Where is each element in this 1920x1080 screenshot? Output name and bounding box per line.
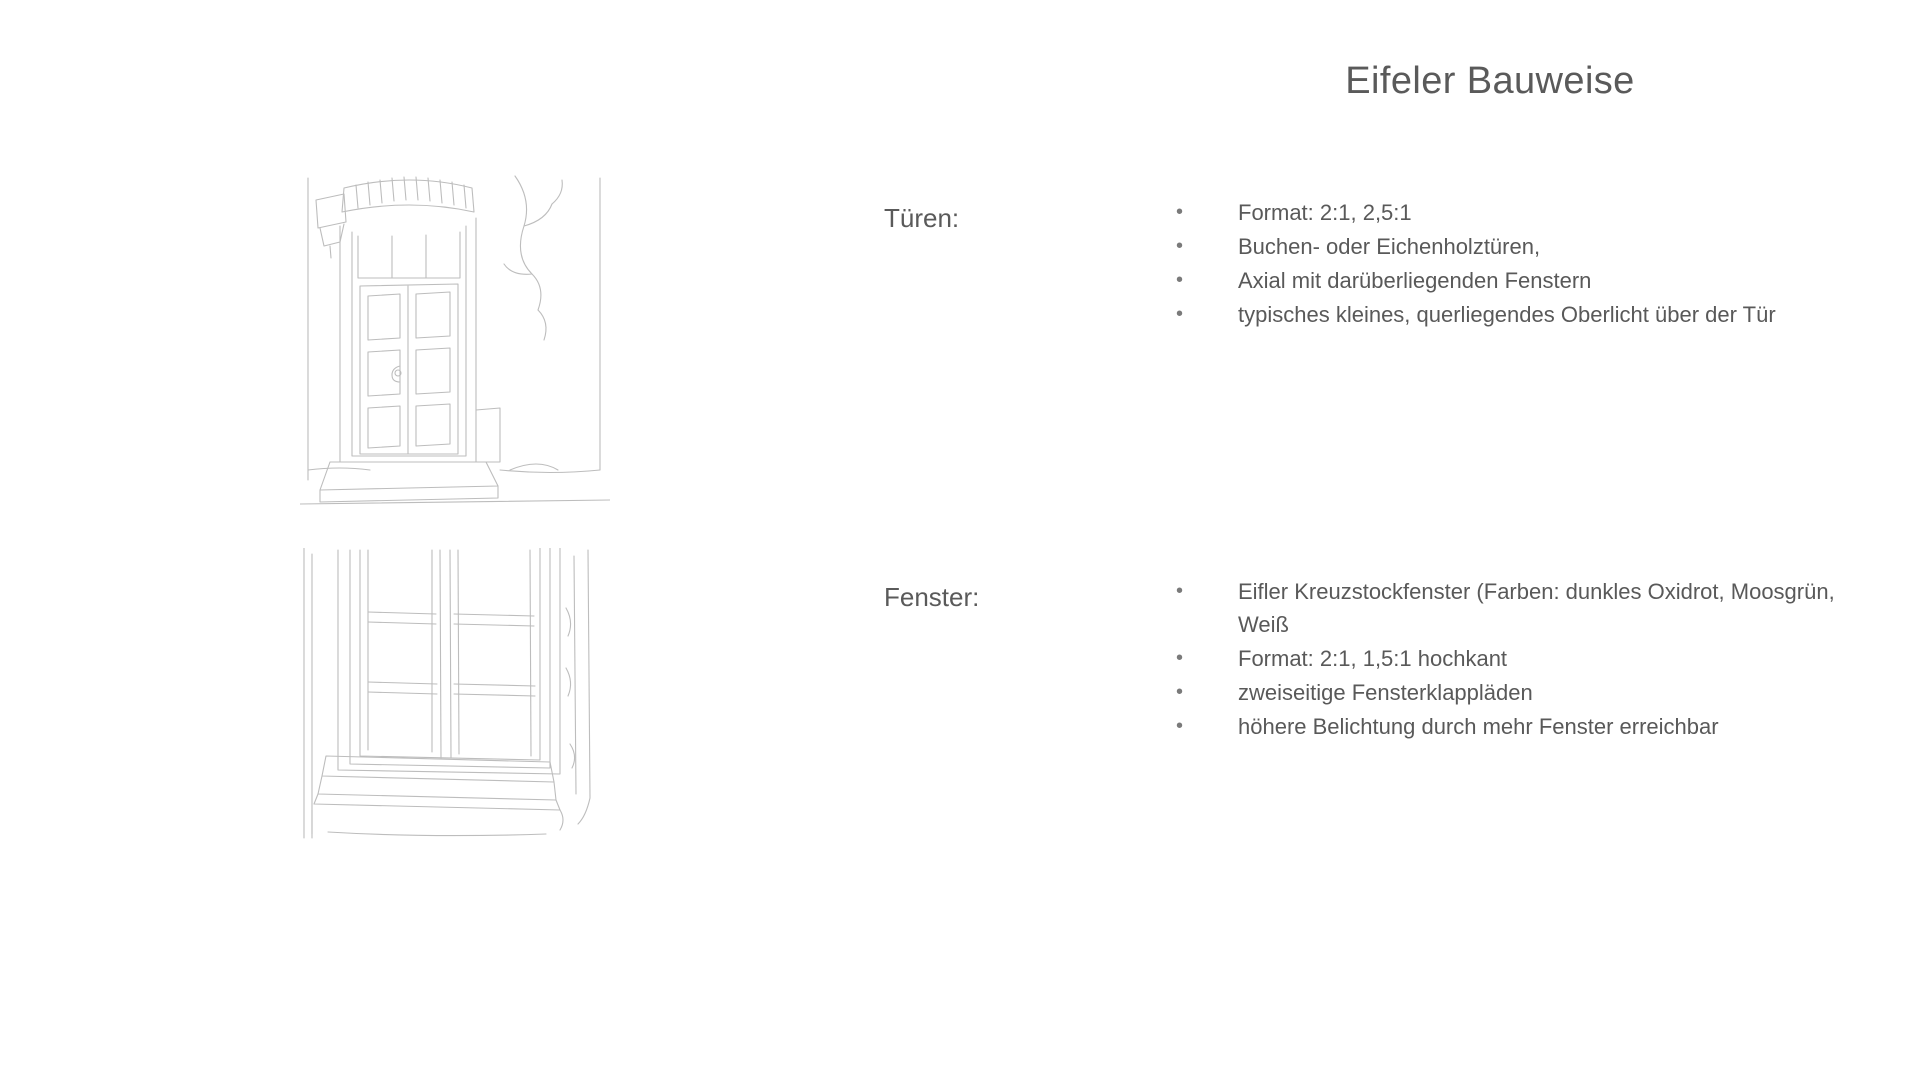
list-item-text: typisches kleines, querliegendes Oberlicht über der Tür <box>1238 302 1776 327</box>
section-label-fenster: Fenster: <box>884 582 980 612</box>
list-item-text: Buchen- oder Eichenholztüren, <box>1238 234 1541 259</box>
list-item <box>1170 264 1870 297</box>
bullet-icon: • <box>1176 580 1184 602</box>
bullet-icon: • <box>1176 303 1184 325</box>
bullet-icon: • <box>1176 269 1184 291</box>
bullet-icon: • <box>1176 647 1184 669</box>
door-line-drawing <box>300 170 610 510</box>
bullet-list-tueren <box>1170 196 1870 332</box>
list-item-text: Eifler Kreuzstockfenster (Farben: dunkles Oxidrot, Moosgrün, Weiß <box>1238 579 1841 637</box>
list-item-text: Axial mit darüberliegenden Fenstern <box>1238 268 1592 293</box>
bullet-list-fenster <box>1170 575 1870 744</box>
section-label-tueren: Türen: <box>884 203 960 233</box>
bullet-icon: • <box>1176 715 1184 737</box>
list-item <box>1170 230 1870 263</box>
list-item <box>1170 710 1870 743</box>
bullet-icon: • <box>1176 681 1184 703</box>
list-item <box>1170 575 1870 641</box>
list-item-text: zweiseitige Fensterklappläden <box>1238 680 1533 705</box>
bullet-icon: • <box>1176 235 1184 257</box>
list-item-text: höhere Belichtung durch mehr Fenster erreichbar <box>1238 714 1719 739</box>
list-item <box>1170 642 1870 675</box>
bullet-icon: • <box>1176 201 1184 223</box>
list-item-text: Format: 2:1, 2,5:1 <box>1238 200 1412 225</box>
page-title: Eifeler Bauweise <box>1345 60 1635 102</box>
window-line-drawing <box>298 548 598 848</box>
list-item <box>1170 298 1870 331</box>
list-item <box>1170 676 1870 709</box>
list-item-text: Format: 2:1, 1,5:1 hochkant <box>1238 646 1508 671</box>
list-item <box>1170 196 1870 229</box>
